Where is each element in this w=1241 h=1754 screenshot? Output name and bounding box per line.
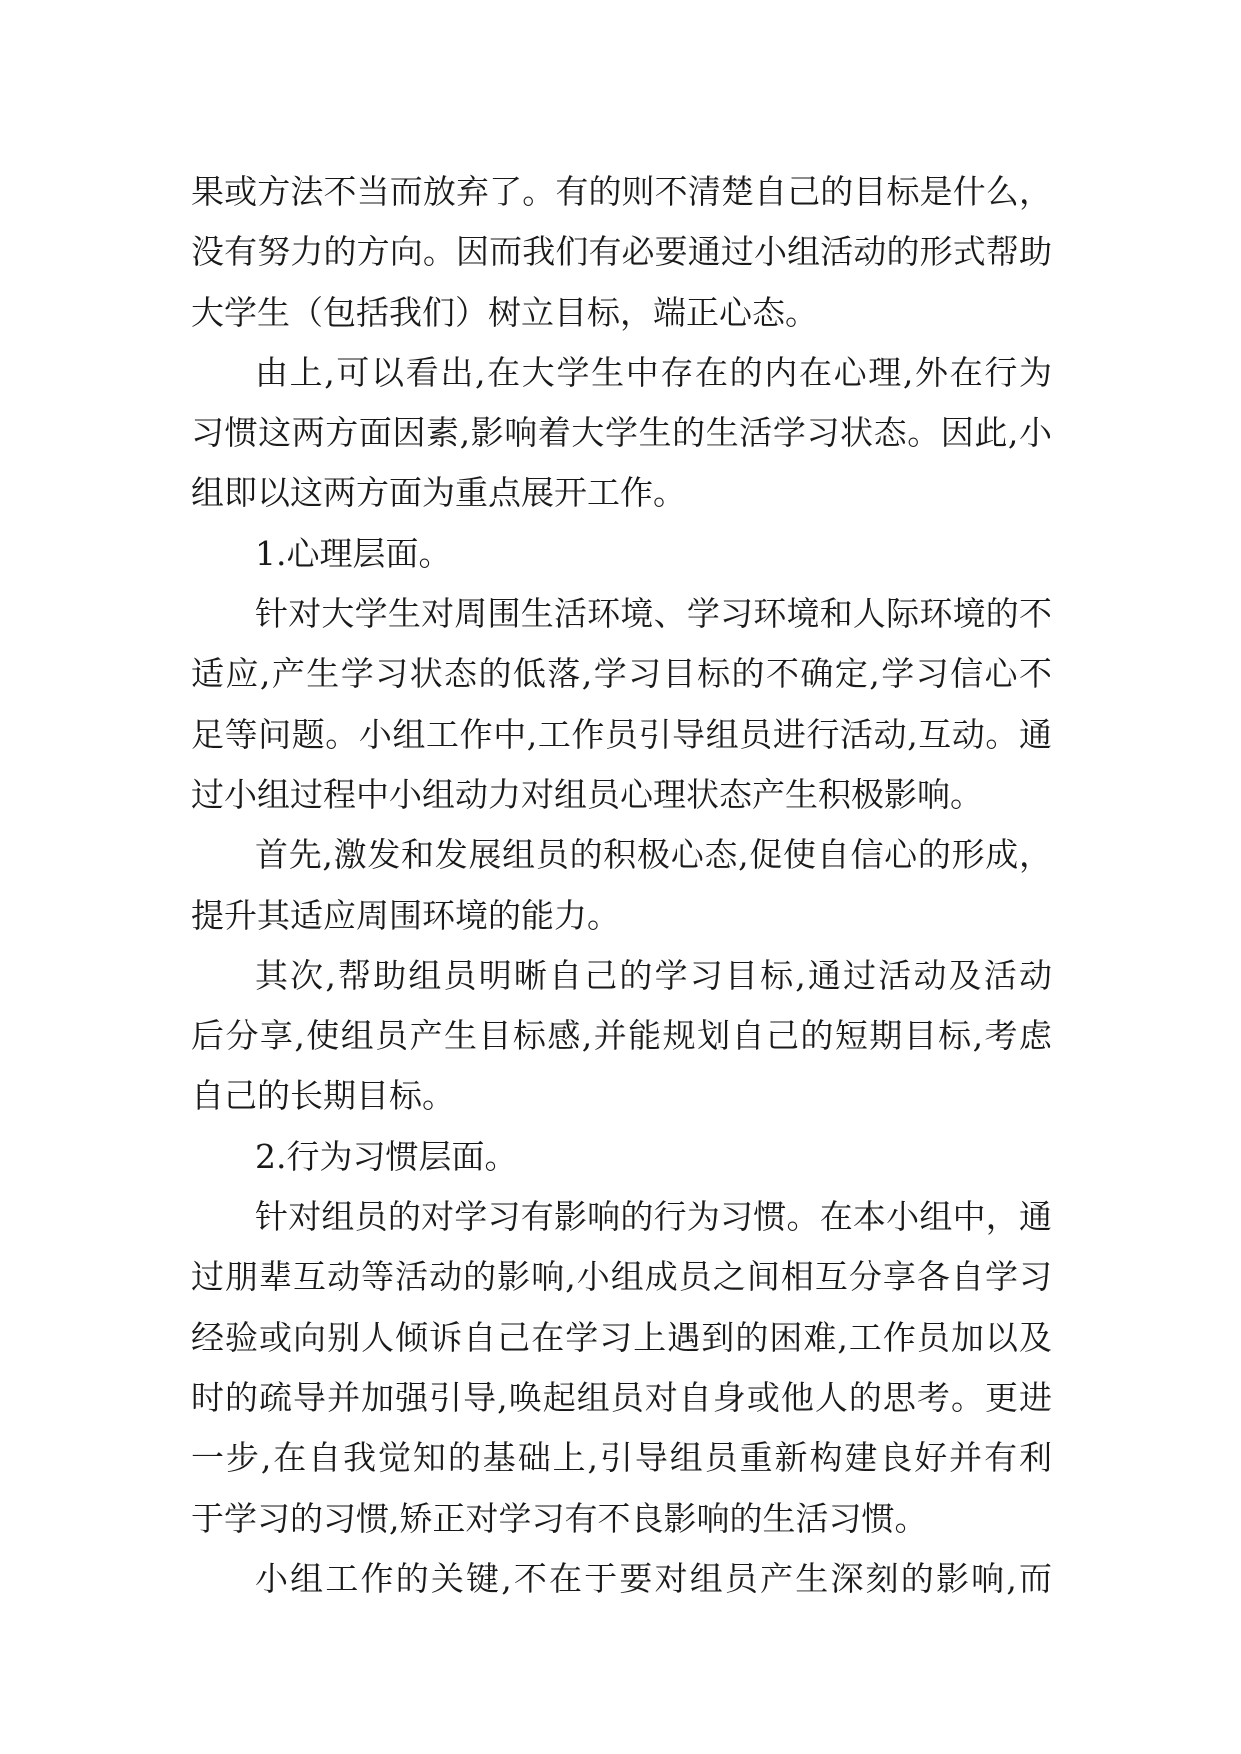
text-line: 适应,产生学习状态的低落,学习目标的不确定,学习信心不 [191,654,1052,694]
text-line: 后分享,使组员产生目标感,并能规划自己的短期目标,考虑 [191,1016,1052,1056]
text-line: 组即以这两方面为重点展开工作。 [191,473,686,513]
text-line: 针对组员的对学习有影响的行为习惯。在本小组中，通 [255,1197,1052,1237]
body-text [191,162,1052,1609]
text-line: 果或方法不当而放弃了。有的则不清楚自己的目标是什么， [191,172,1052,211]
text-line: 自己的长期目标。 [191,1076,455,1116]
section-heading: 1.心理层面。 [255,533,452,573]
text-line: 小组工作的关键,不在于要对组员产生深刻的影响,而 [255,1558,1052,1598]
text-line: 提升其适应周围环境的能力。 [191,895,620,935]
text-line: 针对大学生对周围生活环境、学习环境和人际环境的不 [255,594,1052,634]
text-line: 过小组过程中小组动力对组员心理状态产生积极影响。 [191,774,983,814]
text-line: 时的疏导并加强引导,唤起组员对自身或他人的思考。更进 [191,1377,1052,1417]
text-line: 首先,激发和发展组员的积极心态,促使自信心的形成， [255,835,1052,875]
text-line: 过朋辈互动等活动的影响,小组成员之间相互分享各自学习 [191,1257,1052,1297]
text-line: 其次,帮助组员明晰自己的学习目标,通过活动及活动 [255,955,1052,995]
text-line: 一步,在自我觉知的基础上,引导组员重新构建良好并有利 [191,1438,1052,1478]
text-line: 经验或向别人倾诉自己在学习上遇到的困难,工作员加以及 [191,1317,1052,1357]
text-line: 大学生（包括我们）树立目标，端正心态。 [191,292,818,332]
section-heading: 2.行为习惯层面。 [255,1136,518,1176]
text-line: 足等问题。小组工作中,工作员引导组员进行活动,互动。通 [191,714,1052,754]
text-line: 没有努力的方向。因而我们有必要通过小组活动的形式帮助 [191,232,1052,272]
text-line: 于学习的习惯,矫正对学习有不良影响的生活习惯。 [191,1498,928,1538]
text-line: 由上,可以看出,在大学生中存在的内在心理,外在行为 [255,352,1052,392]
text-line: 习惯这两方面因素,影响着大学生的生活学习状态。因此,小 [191,413,1052,453]
